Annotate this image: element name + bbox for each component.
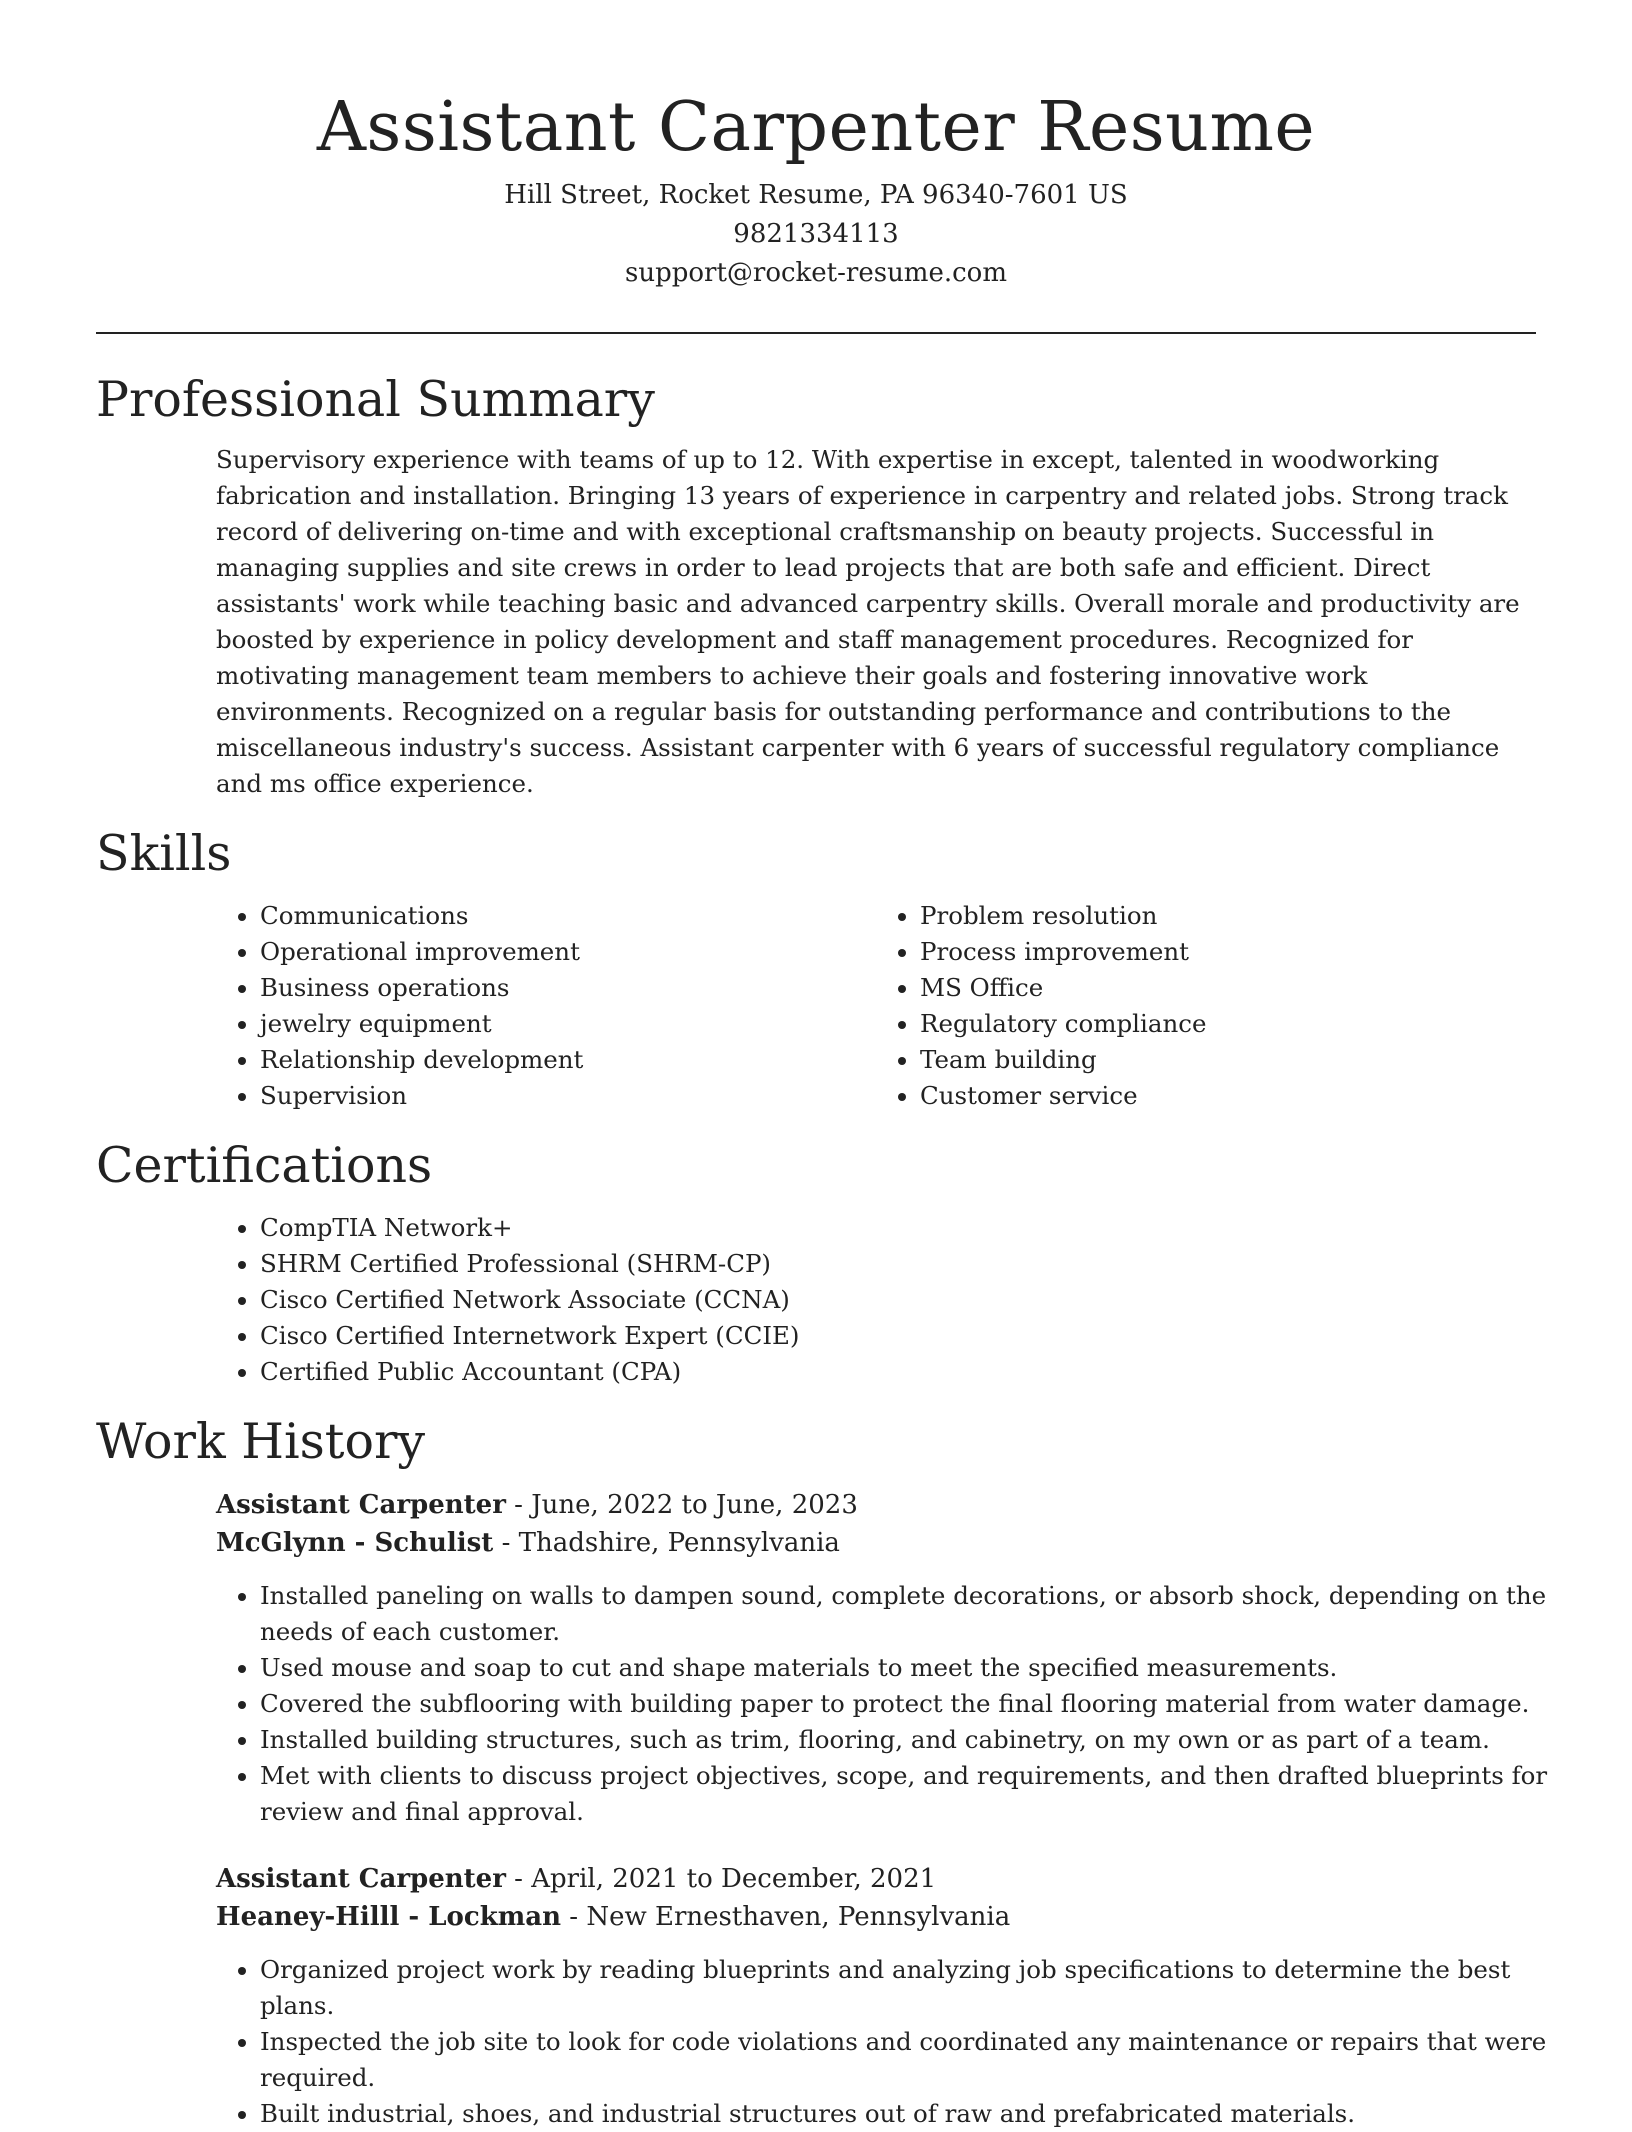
skill-item: • jewelry equipment [260, 1006, 876, 1042]
job-dates: June, 2022 to June, 2023 [531, 1490, 858, 1520]
job-location: New Ernesthaven, Pennsylvania [586, 1902, 1011, 1932]
job-title: Assistant Carpenter [216, 1864, 506, 1894]
responsibility-item: • Inspected the job site to look for code violations and coordinated any maintenance or repairs that were required. [260, 2024, 1584, 2096]
skill-item: • Regulatory compliance [920, 1006, 1536, 1042]
job-entry [216, 1860, 1547, 2132]
responsibility-item: • Installed paneling on walls to dampen sound, complete decorations, or absorb shock, depending on the needs of each customer. [260, 1578, 1584, 1650]
skill-item: • Supervision [260, 1078, 876, 1114]
job-title-line [216, 1486, 1536, 1524]
certification-item: • Cisco Certified Network Associate (CCNA) [260, 1282, 1536, 1318]
skill-item: • Communications [260, 898, 876, 934]
job-company-line [216, 1898, 1536, 1936]
certification-item: • CompTIA Network+ [260, 1210, 1536, 1246]
separator: - [505, 1490, 532, 1520]
job-title-line [216, 1860, 1536, 1898]
responsibility-item: • Installed building structures, such as trim, flooring, and cabinetry, on my own or as part of a team. [260, 1722, 1584, 1758]
job-responsibilities [216, 1578, 1584, 1830]
summary-text: Supervisory experience with teams of up to 12. With expertise in except, talented in woodworking fabrication and installation. Bringing 13 years of experience in carpentry and related jobs. Strong track record of delivering on-time and with exceptional craftsmanship on beauty projects. Successful in managing supplies and site crews in order to lead projects that are both safe and efficient. Direct assistants' work while teaching basic and advanced carpentry skills. Overall morale and productivity are boosted by experience in policy development and staff management procedures. Recognized for motivating management team members to achieve their goals and fostering innovative work environments. Recognized on a regular basis for outstanding performance and contributions to the miscellaneous industry's success. Assistant carpenter with 6 years of successful regulatory compliance and ms office experience. [216, 445, 1520, 798]
skill-item: • Process improvement [920, 934, 1536, 970]
skill-item: • Team building [920, 1042, 1536, 1078]
contact-info [96, 176, 1536, 293]
certification-item: • Cisco Certified Internetwork Expert (CCIE) [260, 1318, 1536, 1354]
resume-page [96, 0, 1548, 2132]
job-responsibilities [216, 1952, 1584, 2132]
certifications-heading: Certifications [96, 1137, 433, 1194]
skill-item: • Customer service [920, 1078, 1536, 1114]
header-divider [96, 332, 1536, 334]
job-location: Thadshire, Pennsylvania [518, 1528, 840, 1558]
responsibility-item: • Built industrial, shoes, and industrial structures out of raw and prefabricated materials. [260, 2096, 1584, 2132]
summary-heading: Professional Summary [96, 371, 655, 428]
resume-title: Assistant Carpenter Resume [316, 88, 1316, 167]
skills-list-left [216, 898, 876, 1114]
phone-number: 9821334113 [733, 219, 899, 249]
skills-columns [216, 898, 1536, 1114]
certification-item: • Certified Public Accountant (CPA) [260, 1354, 1536, 1390]
responsibility-item: • Used mouse and soap to cut and shape materials to meet the specified measurements. [260, 1650, 1584, 1686]
skills-heading: Skills [96, 825, 232, 882]
skill-item: • Operational improvement [260, 934, 876, 970]
skill-item: • Business operations [260, 970, 876, 1006]
job-company-line [216, 1524, 1536, 1562]
skill-item: • Problem resolution [920, 898, 1536, 934]
separator: - [505, 1864, 532, 1894]
address: Hill Street, Rocket Resume, PA 96340-7601 US [504, 180, 1128, 210]
certifications-list [216, 1210, 1536, 1390]
responsibility-item: • Met with clients to discuss project objectives, scope, and requirements, and then drafted blueprints for review and final approval. [260, 1758, 1584, 1830]
company-name: McGlynn - Schulist [216, 1528, 494, 1558]
skills-list-right [876, 898, 1536, 1114]
responsibility-item: • Organized project work by reading blueprints and analyzing job specifications to determine the best plans. [260, 1952, 1584, 2024]
job-entry [216, 1486, 1548, 1830]
job-title: Assistant Carpenter [216, 1490, 506, 1520]
certification-item: • SHRM Certified Professional (SHRM-CP) [260, 1246, 1536, 1282]
company-name: Heaney-Hilll - Lockman [216, 1902, 561, 1932]
email-address: support@rocket-resume.com [624, 258, 1007, 288]
resume-header [96, 0, 1536, 293]
job-dates: April, 2021 to December, 2021 [531, 1864, 937, 1894]
skill-item: • Relationship development [260, 1042, 876, 1078]
separator: - [493, 1528, 519, 1558]
skill-item: • MS Office [920, 970, 1536, 1006]
responsibility-item: • Covered the subflooring with building paper to protect the final flooring material from water damage. [260, 1686, 1584, 1722]
separator: - [561, 1902, 587, 1932]
work-history-heading: Work History [96, 1413, 426, 1470]
